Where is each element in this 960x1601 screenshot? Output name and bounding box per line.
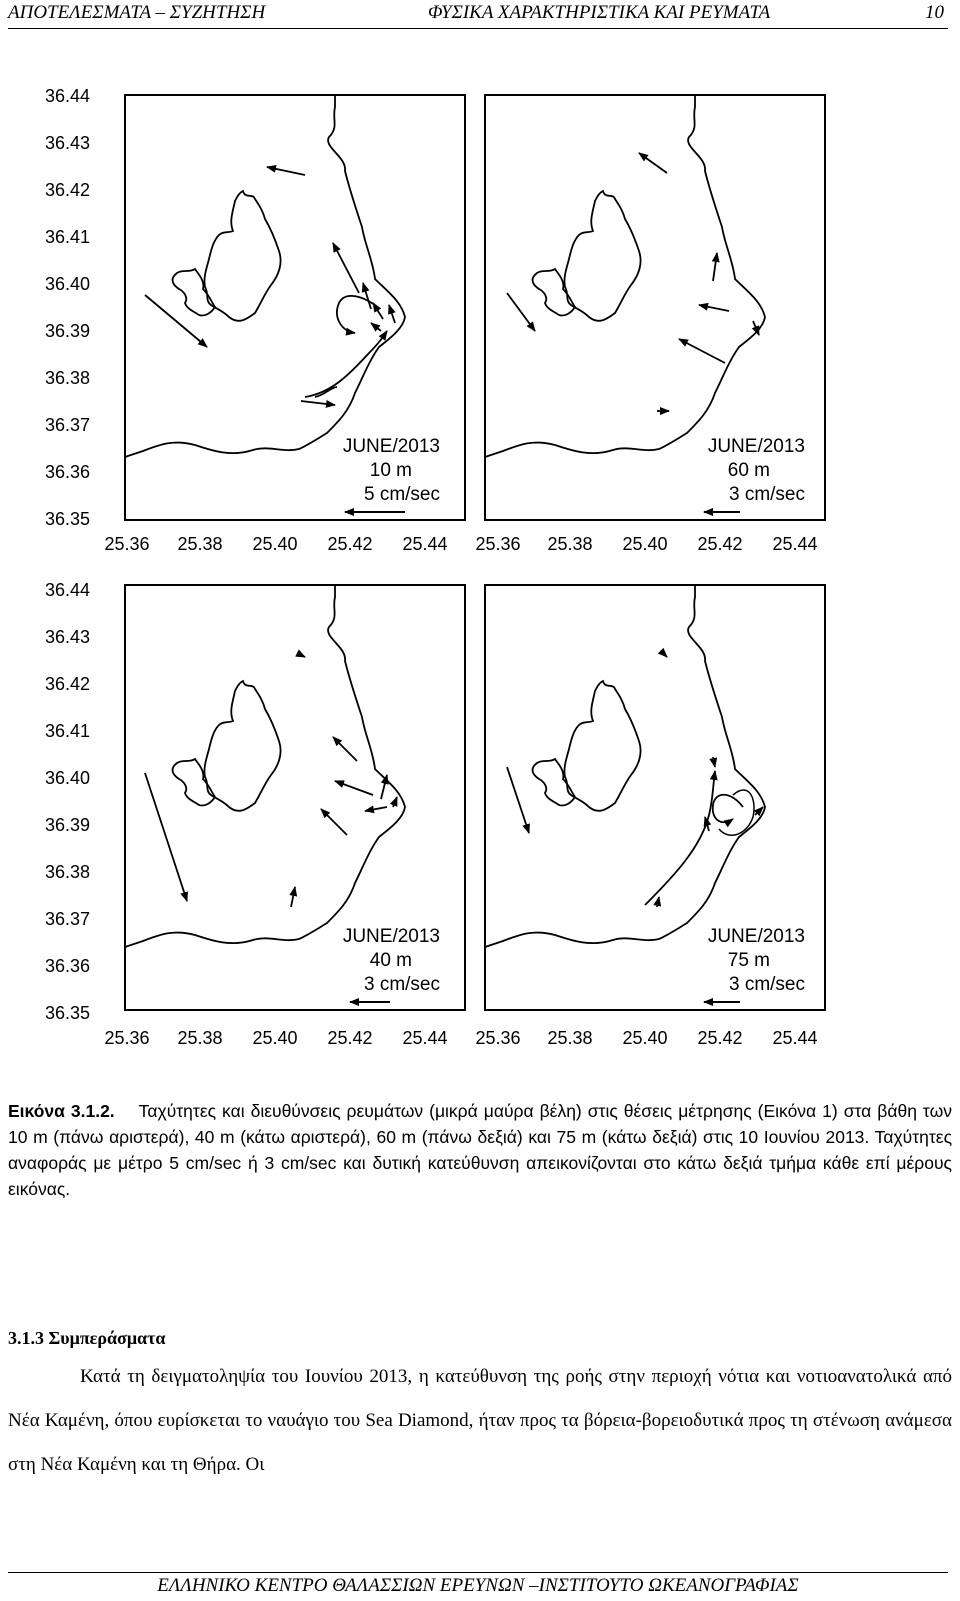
lon-tick: 25.36 [104, 1028, 150, 1048]
figure-svg [0, 80, 960, 1090]
coastline [485, 585, 765, 947]
lon-tick: 25.44 [772, 1028, 818, 1048]
lon-tick: 25.38 [177, 534, 223, 554]
lon-tick: 25.36 [104, 534, 150, 554]
lat-tick: 36.35 [45, 1003, 91, 1023]
lon-tick: 25.38 [547, 534, 593, 554]
lon-tick: 25.40 [252, 534, 298, 554]
panel-date: JUNE/2013 [707, 436, 805, 457]
lon-tick: 25.36 [475, 534, 521, 554]
panel-depth: 40 m [369, 950, 412, 971]
lat-tick: 36.43 [45, 627, 91, 647]
lon-tick: 25.36 [475, 1028, 521, 1048]
coastline [125, 95, 405, 457]
lat-tick: 36.44 [45, 86, 91, 106]
lat-tick: 36.44 [45, 580, 91, 600]
lon-tick: 25.38 [547, 1028, 593, 1048]
figure-caption [8, 1098, 952, 1202]
current-maps-figure [0, 80, 960, 1090]
lon-ticks-bottom-right [475, 1028, 817, 1048]
lon-ticks-top-left [104, 534, 447, 554]
lon-tick: 25.42 [327, 534, 373, 554]
lat-tick: 36.38 [45, 368, 91, 388]
panel-scale: 3 cm/sec [363, 974, 440, 995]
lat-ticks-top [45, 86, 90, 529]
lon-tick: 25.44 [402, 534, 448, 554]
lon-tick: 25.42 [697, 534, 743, 554]
panel-top-right [485, 95, 825, 520]
panel-date: JUNE/2013 [342, 926, 440, 947]
lon-tick: 25.40 [622, 534, 668, 554]
section-heading: 3.1.3 Συμπεράσματα [8, 1328, 166, 1348]
panel-bottom-right [485, 585, 825, 1010]
panel-date: JUNE/2013 [707, 926, 805, 947]
panel-bottom-left [125, 585, 465, 1010]
panel-label [343, 436, 440, 505]
lat-tick: 36.40 [45, 768, 91, 788]
panel-scale: 3 cm/sec [728, 974, 805, 995]
lat-tick: 36.37 [45, 415, 91, 435]
lat-tick: 36.38 [45, 862, 91, 882]
page-footer: ΕΛΛΗΝΙΚΟ ΚΕΝΤΡΟ ΘΑΛΑΣΣΙΩΝ ΕΡΕΥΝΩΝ –ΙΝΣΤΙΤΟΥΤΟ ΩΚΕΑΝΟΓΡΑΦΙΑΣ [8, 1572, 948, 1601]
lat-tick: 36.41 [45, 721, 91, 741]
lat-tick: 36.37 [45, 909, 91, 929]
page-number: 10 [925, 2, 944, 23]
panel-depth: 60 m [727, 460, 770, 481]
lon-tick: 25.42 [697, 1028, 743, 1048]
panel-label [708, 926, 805, 995]
lat-tick: 36.36 [45, 956, 91, 976]
current-arrows [507, 653, 763, 907]
coastline [485, 95, 765, 457]
panel-scale: 3 cm/sec [728, 484, 805, 505]
lat-tick: 36.36 [45, 462, 91, 482]
lat-ticks-bottom [45, 580, 90, 1023]
panel-depth: 75 m [727, 950, 770, 971]
lat-tick: 36.42 [45, 674, 91, 694]
lon-tick: 25.44 [402, 1028, 448, 1048]
lon-tick: 25.42 [327, 1028, 373, 1048]
panel-depth: 10 m [369, 460, 412, 481]
panel-date: JUNE/2013 [342, 436, 440, 457]
panel-scale: 5 cm/sec [363, 484, 440, 505]
lat-tick: 36.35 [45, 509, 91, 529]
caption-label: Εικόνα 3.1.2. [8, 1101, 115, 1121]
lon-ticks-top-right [475, 534, 817, 554]
panel-label [708, 436, 805, 505]
lon-tick: 25.40 [252, 1028, 298, 1048]
caption-text: Ταχύτητες και διευθύνσεις ρευμάτων (μικρά μαύρα βέλη) στις θέσεις μέτρησης (Εικόνα 1) στα βάθη των 10 m (πάνω αριστερά), 40 m (κάτω αριστερά), 60 m (πάνω δεξιά) και 75 m (κάτω δεξιά) στις 10 Ιουνίου 2013. Ταχύτητες αναφοράς με μέτρο 5 cm/sec ή 3 cm/sec και δυτική κατεύθυνση απεικονίζονται στο κάτω δεξιά τμήμα κάθε επί μέρους εικόνας. [8, 1101, 952, 1199]
lat-tick: 36.43 [45, 133, 91, 153]
lat-tick: 36.40 [45, 274, 91, 294]
lat-tick: 36.39 [45, 321, 91, 341]
page-header [8, 0, 948, 29]
coastline [125, 585, 405, 947]
lat-tick: 36.42 [45, 180, 91, 200]
lat-tick: 36.39 [45, 815, 91, 835]
header-middle: ΦΥΣΙΚΑ ΧΑΡΑΚΤΗΡΙΣΤΙΚΑ ΚΑΙ ΡΕΥΜΑΤΑ [428, 2, 771, 23]
panel-top-left [125, 95, 465, 520]
lat-tick: 36.41 [45, 227, 91, 247]
section-paragraph: Κατά τη δειγματοληψία του Ιουνίου 2013, η κατεύθυνση της ροής στην περιοχή νότια και νοτιοανατολικά από Νέα Καμένη, όπου ευρίσκεται το ναυάγιο του Sea Diamond, ήταν προς τα βόρεια-βορειοδυτικά προς τη στένωση ανάμεσα στη Νέα Καμένη και τη Θήρα. Οι [8, 1366, 952, 1475]
lon-ticks-bottom-left [104, 1028, 447, 1048]
lon-tick: 25.38 [177, 1028, 223, 1048]
header-left: ΑΠΟΤΕΛΕΣΜΑΤΑ – ΣΥΖΗΤΗΣΗ [8, 2, 266, 23]
panel-label [343, 926, 440, 995]
lon-tick: 25.44 [772, 534, 818, 554]
lon-tick: 25.40 [622, 1028, 668, 1048]
